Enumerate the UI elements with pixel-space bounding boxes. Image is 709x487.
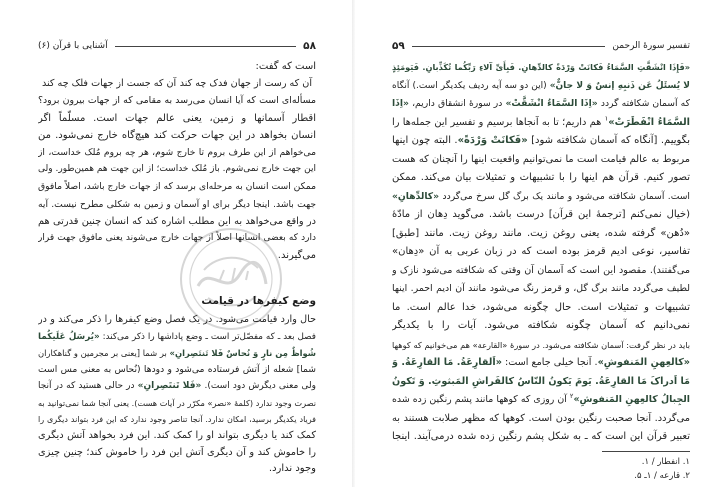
quran-quote: «کالعِهنِ المَنفوشِ»: [597, 357, 690, 368]
text-segment: حال وارد قیامت می‌شود. در یک فصل وضع کیفرها را ذکر می‌کند و در: [38, 314, 316, 325]
text-line: [392, 58, 690, 77]
text-line: [392, 77, 690, 96]
text-segment: اقطار آسمانها و زمین، یعنی عالم جهات است. مسلّماً اگر: [38, 112, 316, 124]
paragraph: [392, 58, 690, 447]
text-segment: نمی‌دانیم که آسمان چگونه شکافته می‌شود. آیات را با یکدیگر: [392, 320, 690, 331]
header-rule: [115, 46, 297, 47]
quran-quote: «اِذَا: [392, 98, 409, 109]
text-segment: را خاموش کند و آن دیگری آتش این فرد را خاموش کند؛ چنین چیزی: [38, 446, 316, 458]
footnote-list: [392, 455, 690, 483]
quran-quote: «کالدِّهانِ»: [392, 190, 440, 202]
text-segment: فصل بعد ـ که مفصّل‌تر است ـ وضع پاداشها را ذکر می‌کند:: [99, 331, 316, 342]
text-segment: می‌گفتند). مقصود این است که آسمان آن وقتی که شکافته می‌شود نازک و: [392, 264, 690, 276]
body-text-block: [38, 58, 316, 264]
running-title: تفسیر سورهٔ الرحمن: [612, 41, 690, 51]
text-segment: آن روزی که کوهها مانند پشم رنگین زده شده: [392, 394, 570, 405]
text-segment: ۱. انفطار / ۱.: [641, 457, 690, 467]
text-line: [38, 362, 316, 379]
text-line: [392, 373, 690, 392]
running-header: [38, 39, 316, 53]
footnotes: [392, 455, 690, 483]
text-segment: ۲. قارعه / ۱ـ ۵.: [634, 471, 690, 481]
text-line: [38, 230, 316, 247]
poem-couplet: [38, 75, 316, 92]
text-line: [392, 317, 690, 336]
text-line: [392, 95, 690, 114]
body-text-block: [392, 58, 690, 447]
text-segment: است. آسمان شکافته می‌شود و مانند یک برگ گل سرخ می‌گردد: [439, 190, 690, 202]
quran-quote: «اَلقارِعَةُ. مَا القارِعَةُ. وَ: [392, 357, 502, 368]
text-segment: تفاسیر، نوعی ادیم قرمز بوده است که در زبان عربی به آن «دِهان»: [392, 246, 690, 257]
text-line: [38, 428, 316, 445]
text-segment: می‌گردد. آنجا صحبت رنگین بودن است. کوهها که مظهر صلابت هستند به: [392, 412, 690, 424]
page-number: ۵۸: [303, 40, 316, 52]
quran-quote: السَّمَاءُ انْفَطَرَتْ»: [608, 116, 690, 128]
paragraph: [38, 312, 316, 478]
text-line: [392, 410, 690, 429]
text-segment: که آسمان شکافته گردد: [597, 98, 690, 109]
text-line: [392, 336, 690, 355]
text-line: [38, 445, 316, 462]
text-line: [38, 196, 316, 213]
body-text-block: [38, 312, 316, 478]
quran-quote: «یُرسَلُ عَلَیکُما: [38, 331, 100, 342]
text-segment: (این دو سه آیه ردیف یکدیگر است.) آنگاه: [392, 80, 550, 91]
quran-quote: «فَإِذَا انْشَقَّتِ السَّمَاءُ فَکانَتْ وَرْدَةً کالدِّهانِ. فَبِأَیِّ آلاءِ رَبِّکُما تُکَذِّبانِ. فَیَومَئِذٍ: [392, 62, 690, 72]
text-line: [38, 395, 316, 412]
text-segment: . البته چون اینها: [392, 135, 458, 146]
text-line: [38, 312, 316, 329]
text-line: [392, 206, 690, 225]
text-line: [38, 92, 316, 109]
text-segment: تعبیر قرآن این است که ـ به شکل پشم رنگین زده شده درمی‌آیند. اینجا: [392, 431, 690, 442]
text-segment: انسان بخواهد در این جهات حرکت کند هیچ‌گاه خارج نمی‌شود. من: [38, 129, 316, 141]
text-segment: هم داریم؛ تا به آنجاها برسیم و تفسیر این جمله‌ها را: [392, 116, 605, 128]
quran-quote: «فَلا تَنتَصِرانِ»: [137, 381, 202, 392]
footnote-ref: ۲: [569, 391, 574, 400]
section-heading: وضع کیفرها در قیامت: [201, 295, 316, 307]
text-line: [392, 188, 690, 207]
text-segment: ولی معنی دیگرش دود است).: [201, 381, 316, 392]
paragraph: [38, 92, 316, 264]
text-segment: می‌گیرند.: [277, 250, 316, 262]
text-line: [38, 161, 316, 178]
text-line: [38, 144, 316, 161]
text-line: [392, 262, 690, 281]
right-page: [355, 0, 709, 487]
text-line: [38, 110, 316, 127]
text-segment: در واقع می‌خواهد به این مطلب اشاره کند که انسان چنین قدرتی هم: [38, 215, 316, 227]
text-segment: مسأله‌ای است که آیا انسان می‌رسد به مقامی که از جهات بیرون برود؟: [38, 95, 316, 107]
text-line: [392, 243, 690, 262]
quran-quote: الجِبالُ کالعِهنِ المَنفوشِ»: [573, 394, 690, 405]
text-line: [392, 391, 690, 410]
text-line: [38, 247, 316, 264]
footnote-rule: [602, 451, 690, 452]
left-page: [0, 0, 354, 487]
text-segment: لطیف می‌گردد مانند برگ گل، و قرمز رنگ می‌شود مانند آن ادیم احمر. اینها: [392, 283, 690, 294]
poem-second-hemistich: آن که جست از جهات فلک چه کند: [42, 78, 177, 90]
quran-quote: لا یُسئَلُ عَن ذَنبِهِ إنسٌ وَ لا جانٌّ»: [549, 80, 690, 91]
text-line: [392, 169, 690, 188]
text-line: [392, 114, 690, 133]
text-segment: (خیال نمی‌کنم [ترجمهٔ این قرآن] درست باشد. می‌گوید دِهان از مادّهٔ: [392, 209, 690, 220]
text-segment: کمک کند یا دیگری بتواند او را کمک کند. این فرد بخواهد آتش دیگری: [38, 430, 316, 442]
text-line: [392, 428, 690, 447]
text-segment: دارد که بعضی انسانها اصلاً از جهات خارج می‌شوند یعنی مافوق جهت قرار: [38, 232, 316, 243]
poem-first-hemistich: آن که رست از جهان فدک چه کند: [179, 78, 312, 90]
text-segment: این جهت خارج نمی‌شوم. باز مُلک خداست؛ از این جهت هم همین‌طور. ولی: [38, 164, 316, 175]
text-line: [392, 225, 690, 244]
text-line: [38, 378, 316, 395]
header-rule: [412, 46, 606, 47]
text-segment: ممکن است انسان به مرحله‌ای برسد که از جهات خارج باشد، اصلاً مافوق: [38, 181, 316, 193]
text-line: [392, 151, 690, 170]
intro-line: است که گفت:: [255, 61, 316, 72]
text-segment: وجود ندارد.: [268, 463, 316, 475]
quran-quote: «فَکانَتْ وَرْدَةً»: [457, 135, 528, 146]
text-segment: جهت باشد. اینجا دیگر برای او آسمان و زمین به شکلی مطرح نیست. آیه: [38, 198, 316, 210]
text-line: [38, 412, 316, 429]
text-segment: نصرت وجود ندارد (کلمهٔ «نصر» مکرّر در آیات هست). یعنی آنجا شما نمی‌توانید به: [38, 397, 316, 408]
footnote: [392, 455, 690, 469]
text-line: [38, 127, 316, 144]
text-segment: در حالی هستید که در آنجا: [38, 381, 138, 392]
quran-quote: «اِذَا السَّمَاءُ انْشَقَّتْ»: [505, 98, 598, 109]
quran-quote: شُواظٌ مِن نارٍ وَ نُحاسٌ فَلا تَنتَصِرانِ»: [169, 348, 316, 359]
text-segment: . آنجا خیلی جامع است:: [501, 357, 598, 368]
quran-quote: مَا اَدراکَ مَا القارِعَةُ. یَومَ یَکونُ النّاسُ کالفَراشِ المَبثوثِ. وَ تَکونُ: [392, 375, 690, 387]
text-line: [38, 461, 316, 478]
text-line: [392, 299, 690, 318]
text-segment: فریاد یکدیگر برسید، امکان ندارد. آنجا تناصر وجود ندارد که این فرد بتواند دیگری را: [38, 414, 316, 424]
text-segment: در سورهٔ انشقاق داریم،: [408, 98, 506, 109]
text-line: [38, 329, 316, 346]
text-segment: «دُهن» گرفته شده، یعنی روغن زیت. مانند روغن زیت. مانند [طبق]: [392, 227, 690, 239]
text-segment: بگوییم. [آنگاه که آسمان شکافته شود]: [527, 135, 690, 146]
text-line: [38, 213, 316, 230]
running-header: [392, 39, 690, 53]
running-title: آشنایی با قرآن (۶): [38, 41, 108, 51]
text-segment: مربوط به عالم قیامت است ما نمی‌توانیم واقعیت اینها را آنچنان که هست: [392, 153, 690, 165]
text-segment: باید در نظر گرفت: آسمان شکافته می‌شود. در سورهٔ «القارعة» هم می‌خوانیم که کوهها: [392, 339, 690, 350]
text-line: [38, 345, 316, 362]
footnote: [392, 469, 690, 483]
footnote-ref: ۱: [604, 114, 609, 123]
text-segment: می‌خواهم از این طرف بروم تا خارج شوم، هر چه بروم مُلک خداست، از: [38, 146, 316, 158]
text-segment: بر شما [یعنی بر مجرمین و گناهکاران: [38, 348, 170, 359]
text-segment: تصور کنیم. قرآن هم اینها را با تشبیهات و تمثیلات بیان می‌کند. ممکن: [392, 172, 690, 183]
text-line: [392, 354, 690, 373]
text-line: [392, 280, 690, 299]
page-number: ۵۹: [392, 40, 405, 52]
text-line: [38, 178, 316, 195]
text-segment: شما] شعله از آتش فرستاده می‌شود و دودها (نُحاس به معنی مس است: [38, 363, 316, 375]
text-segment: تشبیهات و تمثیلات است. حال چگونه می‌شود، خدا عالم است. ما: [392, 301, 690, 313]
text-line: [392, 132, 690, 151]
